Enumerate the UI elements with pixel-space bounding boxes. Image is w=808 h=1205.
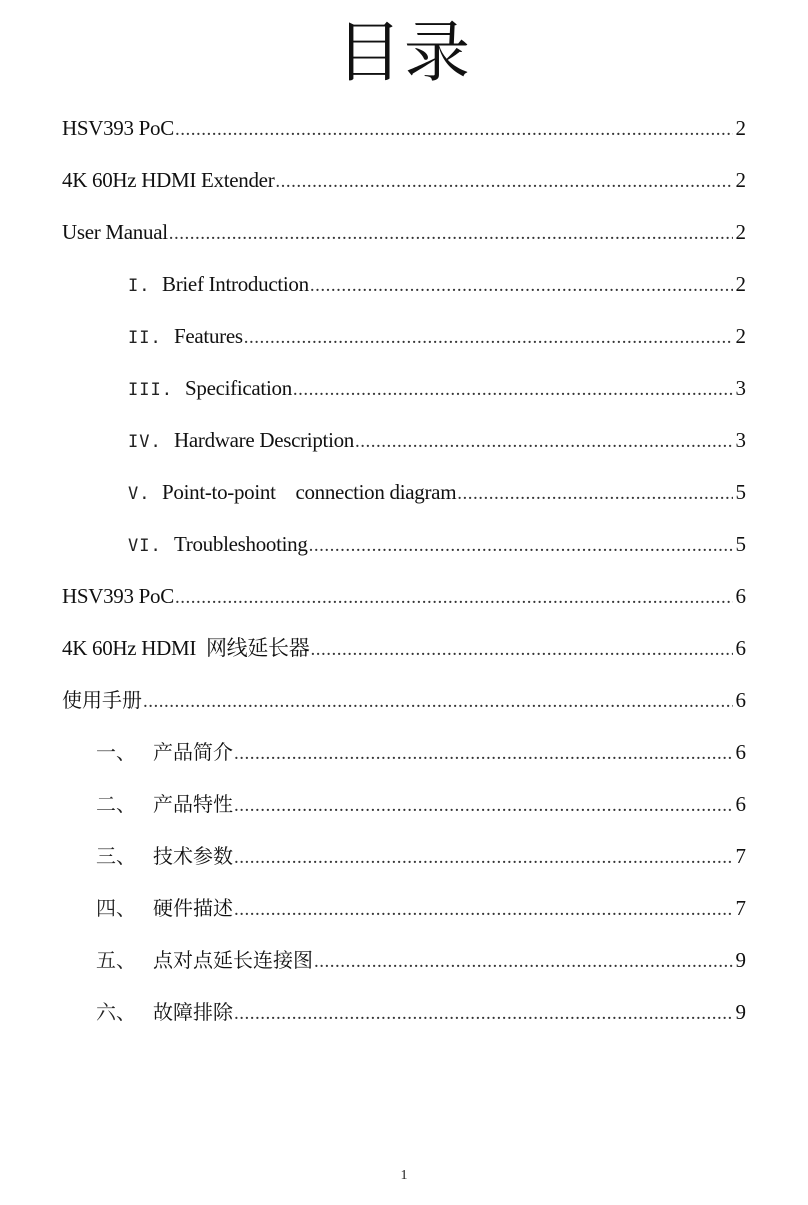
toc-entry-page: 5	[735, 532, 746, 556]
toc-entry-title: Point-to-point connection diagram	[162, 480, 457, 504]
toc-entry-page: 3	[735, 376, 746, 400]
toc-entry-title: HSV393 PoC	[62, 584, 174, 608]
toc-leader-dots	[309, 531, 733, 561]
toc-entry-title: 使用手册	[62, 688, 142, 712]
toc-entry-hardware-description[interactable]	[128, 425, 746, 455]
toc-entry-marker: 四、	[96, 896, 136, 920]
toc-entry-page: 5	[735, 480, 746, 504]
toc-entry-page: 3	[735, 428, 746, 452]
toc-leader-dots	[234, 999, 733, 1029]
toc-leader-dots	[275, 167, 733, 197]
toc-leader-dots	[175, 115, 733, 145]
toc-entry-page: 9	[735, 948, 746, 972]
toc-entry-title: Troubleshooting	[174, 532, 308, 556]
toc-entry-user-manual[interactable]	[62, 217, 746, 247]
toc-entry-page: 6	[735, 792, 746, 816]
toc-leader-dots	[314, 947, 733, 977]
toc-entry-hdmi-extender-cn[interactable]	[62, 633, 746, 663]
toc-leader-dots	[234, 791, 733, 821]
toc-entry-features[interactable]	[128, 321, 746, 351]
toc-entry-page: 7	[735, 844, 746, 868]
toc-entry-title: HSV393 PoC	[62, 116, 174, 140]
toc-entry-marker: 二、	[96, 792, 136, 816]
toc-entry-troubleshooting[interactable]	[128, 529, 746, 559]
toc-entry-page: 2	[735, 272, 746, 296]
toc-entry-title: 4K 60Hz HDMI Extender	[62, 168, 275, 192]
toc-entry-page: 2	[735, 220, 746, 244]
toc-entry-page: 2	[735, 324, 746, 348]
toc-leader-dots	[310, 271, 733, 301]
toc-entry-page: 7	[735, 896, 746, 920]
toc-entry-connection-cn[interactable]	[96, 945, 746, 975]
toc-entry-title: Hardware Description	[174, 428, 355, 452]
toc-entry-hardware-cn[interactable]	[96, 893, 746, 923]
page-number: 1	[400, 1168, 408, 1183]
page-title: 目录	[336, 14, 472, 91]
toc-entry-marker: 五、	[96, 948, 136, 972]
toc-leader-dots	[244, 323, 733, 353]
toc-entry-title: 故障排除	[153, 1000, 233, 1024]
toc-entry-hsv393-poc[interactable]	[62, 113, 746, 143]
toc-entry-marker: I.	[128, 276, 151, 296]
toc-entry-page: 6	[735, 688, 746, 712]
toc-leader-dots	[143, 687, 733, 717]
toc-entry-title: 产品简介	[153, 740, 233, 764]
toc-entry-marker: VI.	[128, 536, 162, 556]
toc-entry-page: 2	[735, 168, 746, 192]
toc-leader-dots	[175, 583, 733, 613]
toc-entry-marker: IV.	[128, 432, 162, 452]
toc-entry-specification[interactable]	[128, 373, 746, 403]
toc-leader-dots	[293, 375, 733, 405]
toc-entry-marker: V.	[128, 484, 151, 504]
toc-entry-marker: 六、	[96, 1000, 136, 1024]
toc-entry-product-features-cn[interactable]	[96, 789, 746, 819]
toc-entry-user-manual-cn[interactable]	[62, 685, 746, 715]
toc-leader-dots	[234, 895, 733, 925]
toc-leader-dots	[457, 479, 733, 509]
toc-entry-marker: II.	[128, 328, 162, 348]
toc-entry-page: 6	[735, 740, 746, 764]
toc-entry-troubleshooting-cn[interactable]	[96, 997, 746, 1027]
toc-entry-title: 硬件描述	[153, 896, 233, 920]
toc-entry-page: 9	[735, 1000, 746, 1024]
toc-entry-marker: III.	[128, 380, 173, 400]
toc-entry-page: 6	[735, 584, 746, 608]
toc-leader-dots	[234, 739, 733, 769]
toc-leader-dots	[169, 219, 733, 249]
toc-entry-page: 6	[735, 636, 746, 660]
toc-entry-title: 点对点延长连接图	[153, 948, 313, 972]
toc-entry-title: User Manual	[62, 220, 168, 244]
toc-leader-dots	[310, 635, 733, 665]
toc-entry-product-intro-cn[interactable]	[96, 737, 746, 767]
toc-entry-title: 技术参数	[153, 844, 233, 868]
toc-entry-title: 4K 60Hz HDMI 网线延长器	[62, 636, 310, 660]
toc-entry-title: Features	[174, 324, 243, 348]
toc-entry-connection-diagram[interactable]	[128, 477, 746, 507]
toc-entry-marker: 一、	[96, 740, 136, 764]
toc-entry-hdmi-extender[interactable]	[62, 165, 746, 195]
toc-entry-marker: 三、	[96, 844, 136, 868]
toc-leader-dots	[355, 427, 733, 457]
toc-entry-title: Brief Introduction	[162, 272, 309, 296]
toc-entry-page: 2	[735, 116, 746, 140]
toc-entry-brief-introduction[interactable]	[128, 269, 746, 299]
toc-leader-dots	[234, 843, 733, 873]
toc-entry-title: 产品特性	[153, 792, 233, 816]
toc-entry-specs-cn[interactable]	[96, 841, 746, 871]
toc-entry-hsv393-poc-cn[interactable]	[62, 581, 746, 611]
toc-entry-title: Specification	[185, 376, 292, 400]
